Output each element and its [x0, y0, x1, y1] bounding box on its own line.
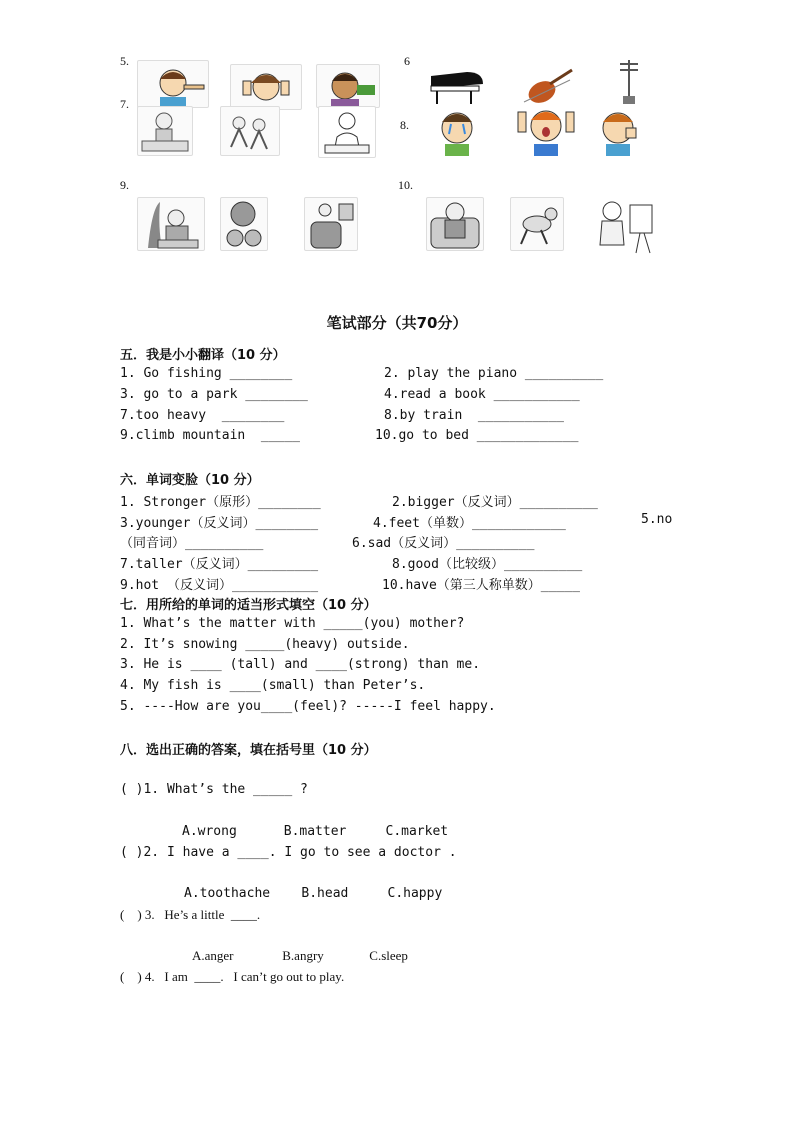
s5-item-1: 1. Go fishing ________	[120, 366, 293, 381]
tired-man-icon	[426, 197, 484, 251]
s7-item-5: 5. ----How are you____(feel)? -----I feel happy.	[120, 699, 496, 714]
violin-icon	[520, 66, 576, 106]
s6-item-7: 7.taller（反义词）_________	[120, 557, 319, 572]
s5-item-3: 3. go to a park ________	[120, 387, 308, 402]
scared-boy-icon	[510, 104, 582, 156]
s5-item-10: 10.go to bed _____________	[375, 428, 579, 443]
s5-item-8: 8.by train ___________	[384, 408, 565, 423]
section-6-heading: 六．单词变脸（10 分）	[120, 473, 260, 488]
s8-question-4: ( ) 4. I am ____. I can’t go out to play.	[120, 969, 345, 984]
section-7-heading: 七．用所给的单词的适当形式填空（10 分）	[120, 598, 377, 613]
piano-icon	[427, 66, 487, 106]
s7-item-1: 1. What’s the matter with _____(you) mother?	[120, 616, 465, 631]
toothache-boy-icon	[592, 106, 644, 156]
s5-item-2: 2. play the piano __________	[384, 366, 604, 381]
painting-girl-icon	[590, 197, 656, 255]
cartoon-child-icon	[316, 64, 380, 108]
s6-item-8: 8.good（比较级）__________	[392, 557, 583, 572]
s6-item-6: 6.sad（反义词）__________	[352, 536, 535, 551]
row-number-5: 5.	[120, 54, 129, 68]
crying-boy-icon	[421, 106, 493, 156]
written-part-title: 笔试部分（共70分）	[326, 314, 468, 332]
row-number-9: 9.	[120, 178, 129, 192]
cartoon-child-icon	[137, 60, 209, 108]
s6-item-3: 3.younger（反义词）________	[120, 516, 319, 531]
s8-question-3: ( ) 3. He’s a little ____.	[120, 907, 261, 922]
s6-item-5-cont: （同音词）__________	[120, 536, 264, 551]
s8-options-1: A.wrong B.matter C.market	[182, 824, 449, 839]
erhu-icon	[614, 58, 644, 106]
s8-options-3: A.anger B.angry C.sleep	[192, 948, 408, 963]
cartoon-child-icon	[304, 197, 358, 251]
running-dog-icon	[510, 197, 564, 251]
row-number-6: 6	[404, 54, 410, 68]
s6-item-10: 10.have（第三人称单数）_____	[382, 578, 580, 593]
cartoon-child-icon	[318, 106, 376, 158]
s8-options-2: A.toothache B.head C.happy	[184, 886, 443, 901]
row-number-7: 7.	[120, 97, 129, 111]
section-8-heading: 八．选出正确的答案，填在括号里（10 分）	[120, 743, 377, 758]
s5-item-7: 7.too heavy ________	[120, 408, 285, 423]
s7-item-2: 2. It’s snowing _____(heavy) outside.	[120, 637, 410, 652]
section-5-heading: 五．我是小小翻译（10 分）	[120, 348, 286, 363]
s5-item-4: 4.read a book ___________	[384, 387, 580, 402]
s8-question-2: ( )2. I have a ____. I go to see a doctor .	[120, 845, 457, 860]
row-number-10: 10.	[398, 178, 413, 192]
s7-item-3: 3. He is ____ (tall) and ____(strong) than me.	[120, 657, 481, 672]
cartoon-child-icon	[230, 64, 302, 110]
s6-item-9: 9.hot （反义词）___________	[120, 578, 319, 593]
s6-item-5: 5.no	[641, 512, 673, 527]
cartoon-child-icon	[137, 197, 205, 251]
row-number-8: 8.	[400, 118, 409, 132]
cartoon-child-icon	[220, 197, 268, 251]
s6-item-1: 1. Stronger（原形）________	[120, 495, 321, 510]
s5-item-9: 9.climb mountain _____	[120, 428, 301, 443]
s7-item-4: 4. My fish is ____(small) than Peter’s.	[120, 678, 426, 693]
cartoon-child-icon	[220, 106, 280, 156]
s8-question-1: ( )1. What’s the _____ ?	[120, 782, 308, 797]
s6-item-2: 2.bigger（反义词）__________	[392, 495, 598, 510]
s6-item-4: 4.feet（单数）____________	[373, 516, 566, 531]
cartoon-child-icon	[137, 106, 193, 156]
